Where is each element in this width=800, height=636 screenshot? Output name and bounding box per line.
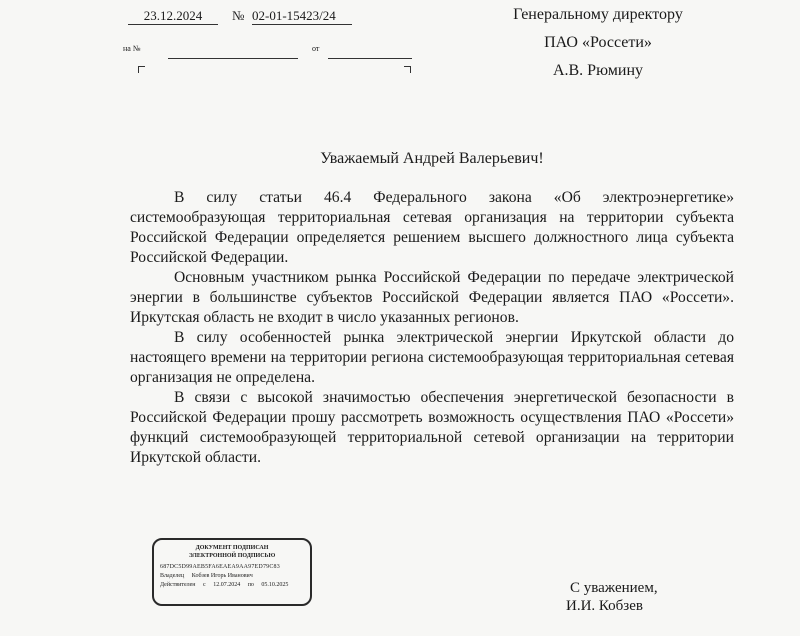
stamp-valid-from: 12.07.2024	[213, 582, 241, 588]
paragraph: В силу статьи 46.4 Федерального закона «Об электроэнергетике» системообразующая территориальная сетевая организация на территории субъекта Российской Федерации определяется решением высшего должностного лица субъекта Российской Федерации.	[130, 189, 734, 266]
reference-number-label: на №	[123, 44, 141, 53]
reference-date-blank	[328, 58, 412, 59]
electronic-signature-stamp	[152, 538, 312, 606]
stamp-validity-row	[160, 581, 304, 589]
reference-date-label: от	[312, 44, 320, 53]
document-number: 02-01-15423/24	[252, 8, 352, 25]
signer-name: И.И. Кобзев	[566, 598, 643, 614]
stamp-title: ДОКУМЕНТ ПОДПИСАН	[195, 545, 269, 551]
stamp-owner: Кобзев Игорь Иванович	[191, 573, 253, 579]
paragraph: В силу особенностей рынка электрической энергии Иркутской области до настоящего времени на территории региона системообразующая территориальная сетевая организация не определена.	[130, 329, 734, 386]
paragraph: В связи с высокой значимостью обеспечения энергетической безопасности в Российской Федерации прошу рассмотреть возможность осуществления ПАО «Россети» функций системообразующей территориальной сетевой организации на территории Иркутской области.	[130, 389, 734, 466]
addressee-name: А.В. Рюмину	[552, 62, 644, 79]
addressee-company: ПАО «Россети»	[544, 34, 652, 51]
stamp-subtitle: ЭЛЕКТРОННОЙ ПОДПИСЬЮ	[188, 553, 276, 559]
addressee-position: Генеральному директору	[513, 6, 683, 23]
paragraph: Основным участником рынка Российской Федерации по передаче электрической энергии в большинстве субъектов Российской Федерации является ПАО «Россети». Иркутская область не входит в число указанных регионов.	[130, 269, 734, 326]
left-corner-mark	[138, 66, 145, 73]
stamp-certificate: 687DC5D99AEB5FA6EAEA9AA97ED79C83	[160, 564, 280, 570]
stamp-owner-row	[160, 572, 304, 580]
stamp-valid-to-label: по	[247, 582, 254, 588]
closing-phrase: С уважением,	[570, 580, 658, 596]
stamp-valid-label: Действителен	[160, 582, 196, 588]
reference-number-blank	[168, 58, 298, 59]
stamp-valid-from-label: с	[203, 582, 206, 588]
stamp-owner-label: Владелец	[160, 573, 185, 579]
document-number-label: №	[232, 8, 245, 23]
salutation: Уважаемый Андрей Валерьевич!	[320, 150, 544, 167]
right-corner-mark	[404, 66, 411, 73]
stamp-valid-to: 05.10.2025	[261, 582, 289, 588]
letter-body	[130, 188, 734, 468]
document-date: 23.12.2024	[128, 8, 218, 25]
